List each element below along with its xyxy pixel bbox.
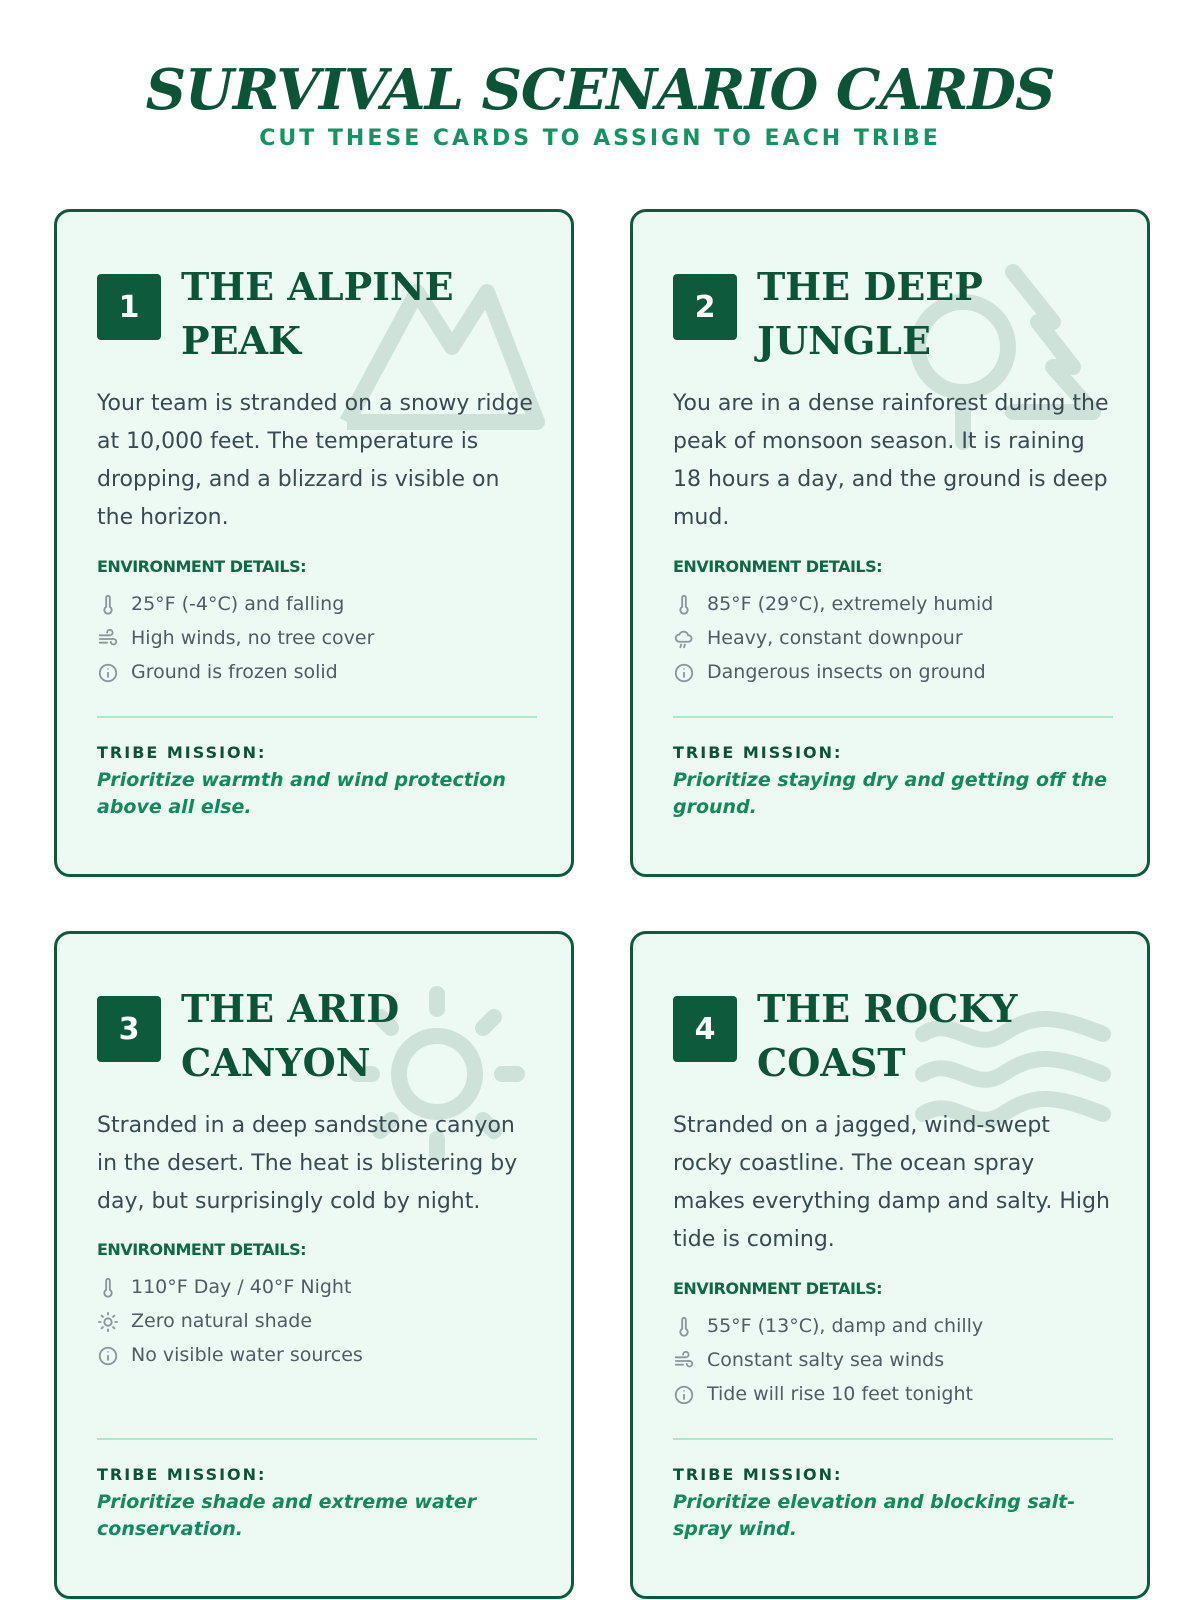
list-item: Constant salty sea winds (673, 1343, 1113, 1377)
environment-details-list (97, 587, 537, 689)
tribe-mission-text: Prioritize staying dry and getting off the ground. (673, 769, 1108, 818)
list-item: High winds, no tree cover (97, 621, 537, 655)
list-item: Dangerous insects on ground (673, 655, 1113, 689)
environment-details-label: ENVIRONMENT DETAILS: (97, 557, 307, 576)
card-title: THE DEEP JUNGLE (757, 264, 983, 363)
list-item: Heavy, constant downpour (673, 621, 1113, 655)
tribe-mission-text: Prioritize elevation and blocking salt-spray wind. (673, 1491, 1076, 1540)
card-description: You are in a dense rainforest during the peak of monsoon season. It is raining 18 hours a day, and the ground is deep mud. (673, 391, 1109, 530)
tribe-mission-label: TRIBE MISSION: (97, 743, 267, 762)
list-item: 85°F (29°C), extremely humid (673, 587, 1113, 621)
thermometer-icon (673, 593, 695, 615)
environment-details-list (97, 1270, 537, 1372)
scenario-card-rocky-coast (630, 931, 1150, 1599)
list-item: 25°F (-4°C) and falling (97, 587, 537, 621)
wind-icon (673, 1349, 695, 1371)
thermometer-icon (97, 593, 119, 615)
card-description: Stranded on a jagged, wind-swept rocky coastline. The ocean spray makes everything damp and salty. High tide is coming. (673, 1113, 1110, 1252)
tribe-mission-label: TRIBE MISSION: (673, 1465, 843, 1484)
thermometer-icon (97, 1276, 119, 1298)
list-item: 110°F Day / 40°F Night (97, 1270, 537, 1304)
list-item: Zero natural shade (97, 1304, 537, 1338)
card-description: Your team is stranded on a snowy ridge at 10,000 feet. The temperature is dropping, and a blizzard is visible on the horizon. (97, 391, 533, 530)
divider (97, 716, 537, 718)
list-item: No visible water sources (97, 1338, 537, 1372)
card-number: 3 (97, 996, 161, 1062)
tribe-mission-label: TRIBE MISSION: (673, 743, 843, 762)
divider (97, 1438, 537, 1440)
page-header (0, 57, 1200, 151)
card-title: THE ALPINE PEAK (181, 264, 454, 363)
divider (673, 716, 1113, 718)
environment-details-list (673, 587, 1113, 689)
tribe-mission-text: Prioritize shade and extreme water conservation. (97, 1491, 477, 1540)
page-title: SURVIVAL SCENARIO CARDS (145, 57, 1055, 123)
info-icon (673, 661, 695, 683)
list-item: 55°F (13°C), damp and chilly (673, 1309, 1113, 1343)
card-title: THE ROCKY COAST (757, 986, 1018, 1085)
list-item: Ground is frozen solid (97, 655, 537, 689)
card-number: 4 (673, 996, 737, 1062)
environment-details-label: ENVIRONMENT DETAILS: (673, 557, 883, 576)
info-icon (673, 1383, 695, 1405)
rain-cloud-icon (673, 627, 695, 649)
divider (673, 1438, 1113, 1440)
card-number: 1 (97, 274, 161, 340)
card-description: Stranded in a deep sandstone canyon in the desert. The heat is blistering by day, but surprisingly cold by night. (97, 1113, 518, 1214)
info-icon (97, 1344, 119, 1366)
thermometer-icon (673, 1315, 695, 1337)
environment-details-list (673, 1309, 1113, 1411)
info-icon (97, 661, 119, 683)
tribe-mission-label: TRIBE MISSION: (97, 1465, 267, 1484)
scenario-card-arid-canyon (54, 931, 574, 1599)
environment-details-label: ENVIRONMENT DETAILS: (97, 1240, 307, 1259)
environment-details-label: ENVIRONMENT DETAILS: (673, 1279, 883, 1298)
card-title: THE ARID CANYON (181, 986, 400, 1085)
wind-icon (97, 627, 119, 649)
page-subtitle: CUT THESE CARDS TO ASSIGN TO EACH TRIBE (259, 126, 941, 151)
tribe-mission-text: Prioritize warmth and wind protection above all else. (97, 769, 506, 818)
card-number: 2 (673, 274, 737, 340)
scenario-card-deep-jungle (630, 209, 1150, 877)
sun-small-icon (97, 1310, 119, 1332)
scenario-card-alpine-peak (54, 209, 574, 877)
list-item: Tide will rise 10 feet tonight (673, 1377, 1113, 1411)
